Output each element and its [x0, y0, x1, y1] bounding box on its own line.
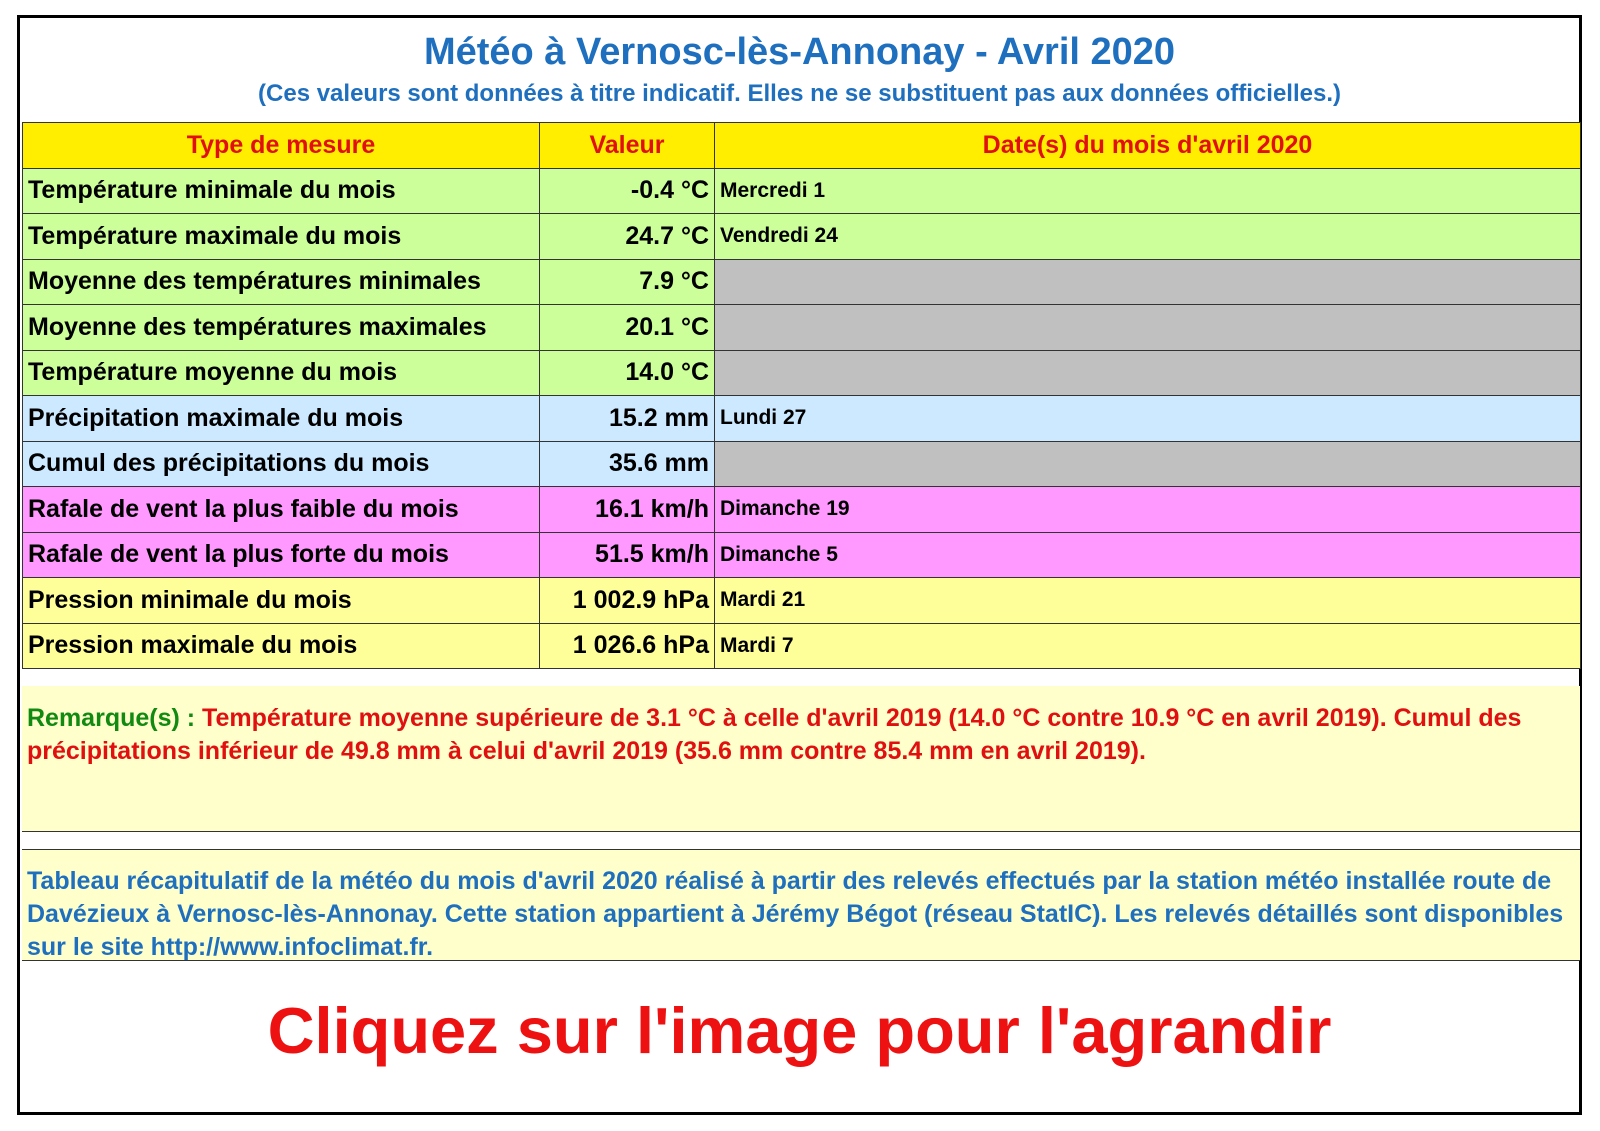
row-label: Pression minimale du mois — [23, 578, 540, 624]
source-info-box — [22, 850, 1580, 961]
row-value: 51.5 km/h — [540, 532, 715, 578]
page-title: Météo à Vernosc-lès-Annonay - Avril 2020 — [423, 31, 1176, 73]
table-row-temp-mean — [23, 350, 1581, 396]
source-info-text: Tableau récapitulatif de la météo du mois d'avril 2020 réalisé à partir des relevés effectués par la station météo installée route de Davézieux à Vernosc-lès-Annonay. Cette station appartient à Jérémy Bégot (réseau StatIC). Les relevés détaillés sont disponibles sur le site http://www.infoclimat.fr. — [27, 867, 1564, 961]
table-row-temp-min — [23, 168, 1581, 214]
table-header-row — [23, 123, 1581, 169]
row-label: Température maximale du mois — [23, 214, 540, 260]
row-date: Mercredi 1 — [715, 168, 1581, 214]
weather-summary-frame — [17, 15, 1582, 1115]
table-row-temp-max — [23, 214, 1581, 260]
row-label: Rafale de vent la plus forte du mois — [23, 532, 540, 578]
row-value: 7.9 °C — [540, 259, 715, 305]
row-value: 14.0 °C — [540, 350, 715, 396]
row-label: Cumul des précipitations du mois — [23, 441, 540, 487]
page-subtitle: (Ces valeurs sont données à titre indicatif. Elles ne se substituent pas aux données officielles.) — [258, 80, 1341, 107]
row-value: -0.4 °C — [540, 168, 715, 214]
table-row-pressure-min — [23, 578, 1581, 624]
row-label: Moyenne des températures maximales — [23, 305, 540, 351]
table-row-avg-max — [23, 305, 1581, 351]
table-row-avg-min — [23, 259, 1581, 305]
row-date: Mardi 21 — [715, 578, 1581, 624]
row-date: Mardi 7 — [715, 623, 1581, 669]
row-date: Dimanche 19 — [715, 487, 1581, 533]
remarks-label: Remarque(s) : — [27, 704, 203, 732]
row-value: 16.1 km/h — [540, 487, 715, 533]
table-row-precip-max — [23, 396, 1581, 442]
row-value: 1 026.6 hPa — [540, 623, 715, 669]
row-date-empty — [715, 305, 1581, 351]
enlarge-image-link[interactable]: Cliquez sur l'image pour l'agrandir — [267, 994, 1332, 1067]
row-date: Dimanche 5 — [715, 532, 1581, 578]
column-header-type: Type de mesure — [23, 123, 540, 169]
column-header-dates: Date(s) du mois d'avril 2020 — [715, 123, 1581, 169]
row-label: Moyenne des températures minimales — [23, 259, 540, 305]
table-row-wind-min — [23, 487, 1581, 533]
row-date-empty — [715, 259, 1581, 305]
table-row-pressure-max — [23, 623, 1581, 669]
row-label: Température moyenne du mois — [23, 350, 540, 396]
row-value: 35.6 mm — [540, 441, 715, 487]
row-value: 1 002.9 hPa — [540, 578, 715, 624]
row-label: Précipitation maximale du mois — [23, 396, 540, 442]
row-value: 24.7 °C — [540, 214, 715, 260]
row-value: 15.2 mm — [540, 396, 715, 442]
row-label: Pression maximale du mois — [23, 623, 540, 669]
row-date: Vendredi 24 — [715, 214, 1581, 260]
table-row-wind-max — [23, 532, 1581, 578]
row-label: Rafale de vent la plus faible du mois — [23, 487, 540, 533]
row-date: Lundi 27 — [715, 396, 1581, 442]
row-date-empty — [715, 350, 1581, 396]
row-date-empty — [715, 441, 1581, 487]
remarks-text: Température moyenne supérieure de 3.1 °C à celle d'avril 2019 (14.0 °C contre 10.9 °C en avril 2019). Cumul des précipitations inférieur de 49.8 mm à celui d'avril 2019 (35.6 mm contre 85.4 mm en avril 2019). — [27, 704, 1522, 765]
remarks-box — [22, 686, 1580, 832]
column-header-value: Valeur — [540, 123, 715, 169]
row-value: 20.1 °C — [540, 305, 715, 351]
row-label: Température minimale du mois — [23, 168, 540, 214]
divider-strip — [22, 832, 1580, 850]
weather-table — [22, 122, 1581, 669]
title-area — [20, 18, 1579, 122]
table-row-precip-total — [23, 441, 1581, 487]
